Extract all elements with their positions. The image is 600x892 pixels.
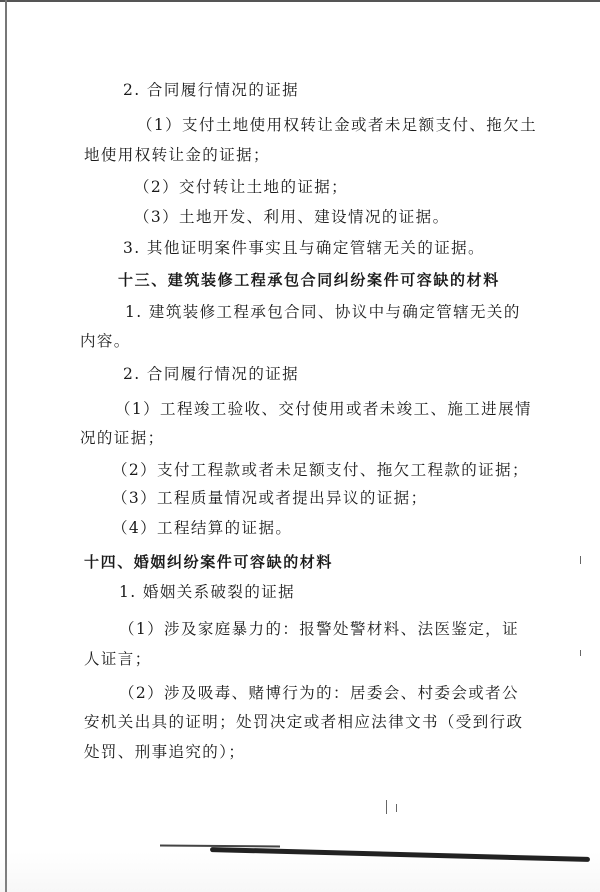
paragraph-line: （2）交付转让土地的证据； bbox=[134, 178, 349, 196]
paragraph-line: （2）支付工程款或者未足额支付、拖欠工程款的证据； bbox=[112, 461, 529, 479]
scan-edge-top bbox=[0, 0, 600, 2]
scan-edge-left bbox=[5, 0, 7, 892]
paragraph-line: 人证言； bbox=[84, 650, 152, 668]
subheading-contract-performance: 2. 合同履行情况的证据 bbox=[123, 365, 300, 383]
paragraph-line: （4）工程结算的证据。 bbox=[112, 519, 293, 537]
scan-speck bbox=[580, 556, 581, 564]
subheading-contract-performance: 2. 合同履行情况的证据 bbox=[123, 81, 300, 99]
paragraph-line: 1. 建筑装修工程承包合同、协议中与确定管辖无关的 bbox=[125, 303, 521, 321]
paragraph-line: （1）支付土地使用权转让金或者未足额支付、拖欠土 bbox=[137, 116, 537, 134]
paragraph-line: （2）涉及吸毒、赌博行为的：居委会、村委会或者公 bbox=[119, 684, 519, 702]
paragraph-line: 况的证据； bbox=[80, 429, 165, 447]
paragraph-line: 内容。 bbox=[80, 332, 131, 350]
section-heading-13: 十三、建筑装修工程承包合同纠纷案件可容缺的材料 bbox=[118, 271, 500, 289]
paragraph-line: （1）工程竣工验收、交付使用或者未竣工、施工进展情 bbox=[115, 400, 532, 418]
paragraph-line: （1）涉及家庭暴力的：报警处警材料、法医鉴定，证 bbox=[119, 620, 519, 638]
paragraph-line: 处罚、刑事追究的）； bbox=[84, 743, 246, 761]
paragraph-line: 3. 其他证明案件事实且与确定管辖无关的证据。 bbox=[123, 239, 485, 257]
scan-speck bbox=[396, 804, 397, 812]
paragraph-line: （3）工程质量情况或者提出异议的证据； bbox=[112, 489, 428, 507]
scan-speck bbox=[580, 650, 581, 656]
paragraph-line: 地使用权转让金的证据； bbox=[84, 146, 270, 164]
subheading-marriage-breakdown: 1. 婚姻关系破裂的证据 bbox=[119, 583, 296, 601]
section-heading-14: 十四、婚姻纠纷案件可容缺的材料 bbox=[84, 553, 334, 571]
scan-speck bbox=[386, 800, 387, 814]
paragraph-line: （3）土地开发、利用、建设情况的证据。 bbox=[134, 208, 450, 226]
paragraph-line: 安机关出具的证明；处罚决定或者相应法律文书（受到行政 bbox=[84, 713, 524, 731]
